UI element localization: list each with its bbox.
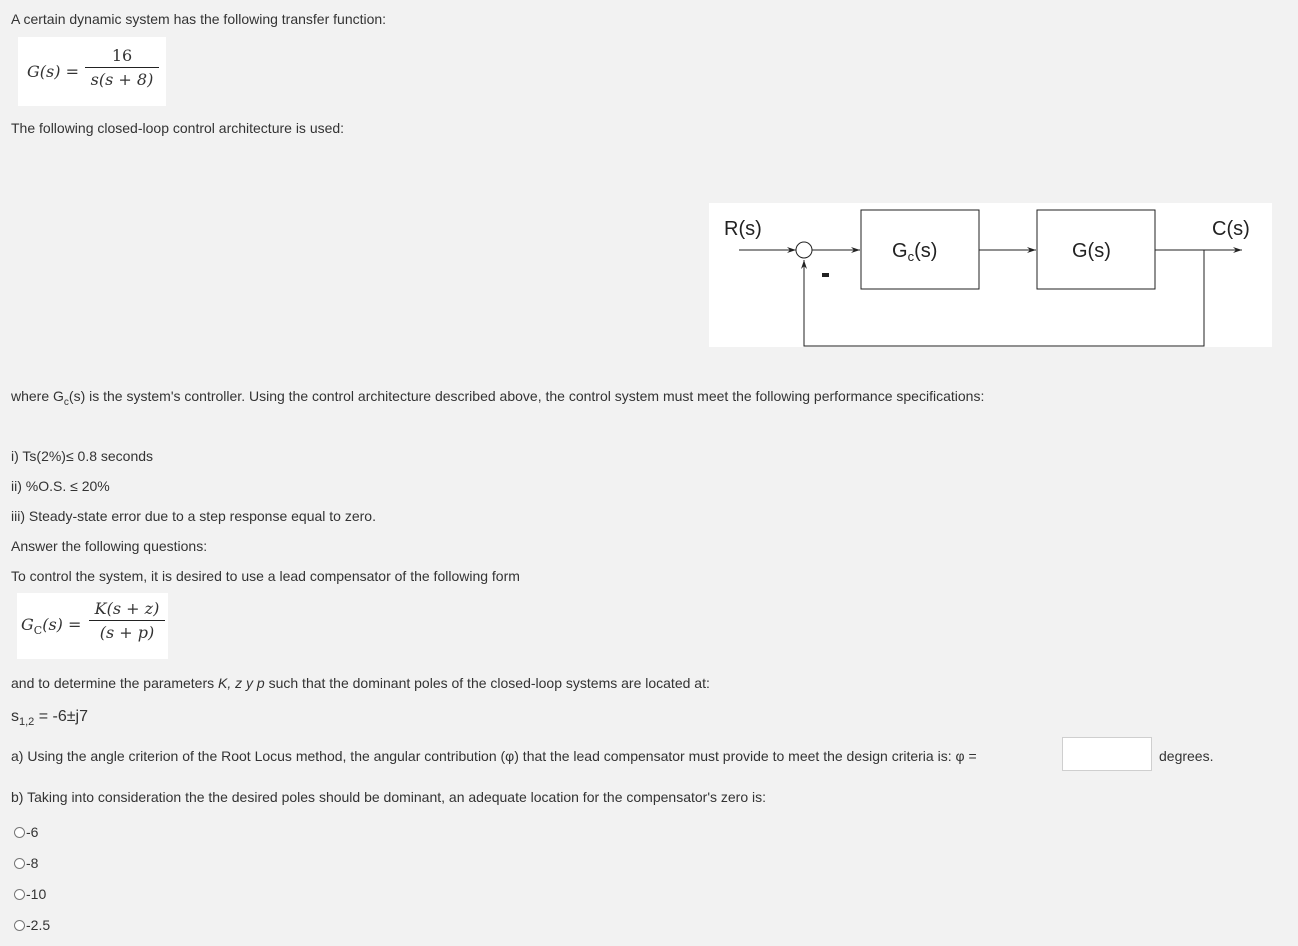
intro-text: A certain dynamic system has the following transfer function: (11, 11, 387, 27)
zero-option-2[interactable] (14, 855, 38, 871)
parameters-text: and to determine the parameters K, z y p such that the dominant poles of the closed-loop systems are located at: (11, 675, 710, 691)
zero-option-4[interactable] (14, 917, 50, 933)
plant-tf-numerator: 16 (111, 46, 133, 65)
option-label: -8 (26, 855, 39, 871)
spec-overshoot: ii) %O.S. ≤ 20% (11, 478, 110, 494)
block-diagram (709, 203, 1272, 347)
option-label: -2.5 (26, 917, 51, 933)
angle-answer-input[interactable] (1062, 737, 1152, 771)
question-a-text: a) Using the angle criterion of the Root Locus method, the angular contribution (φ) that the lead compensator must provide to meet the design criteria is: φ = (11, 748, 977, 764)
zero-option-3[interactable] (14, 886, 46, 902)
plant-tf-denominator: s(s + 8) (90, 70, 154, 89)
plant-tf-fraction (85, 46, 159, 89)
spec-settling-time: i) Ts(2%)≤ 0.8 seconds (11, 448, 154, 464)
spec-steady-state-error: iii) Steady-state error due to a step response equal to zero. (11, 508, 376, 524)
plant-tf-lhs: G(s) = (27, 62, 79, 81)
output-label: C(s) (1212, 218, 1250, 240)
zero-option-1[interactable] (14, 824, 38, 840)
question-a-units: degrees. (1159, 748, 1214, 764)
question-b-text: b) Taking into consideration the the desired poles should be dominant, an adequate location for the compensator's zero is: (11, 789, 767, 805)
radio-button[interactable] (14, 889, 25, 900)
plant-block-label: G(s) (1072, 240, 1111, 262)
feedback-minus-sign (822, 273, 829, 277)
controller-description: where $G_c(s)$ is the system's controller. Using the control architecture described above, the control system must meet the following performance specifications: (11, 388, 985, 408)
radio-button[interactable] (14, 920, 25, 931)
answer-prompt: Answer the following questions: (11, 538, 208, 554)
compensator-tf-denominator: (s + p) (99, 623, 155, 642)
compensator-tf-fraction (89, 599, 165, 642)
option-label: -6 (26, 824, 39, 840)
controller-block-label: $G_c(s)$ (892, 240, 938, 264)
compensator-tf-numerator: K(s + z) (94, 599, 160, 618)
radio-button[interactable] (14, 827, 25, 838)
compensator-transfer-function (17, 593, 168, 659)
architecture-text: The following closed-loop control architecture is used: (11, 120, 345, 136)
dominant-poles: $s_{1,2} = -6\pm j7$ (11, 708, 88, 729)
lead-compensator-text: To control the system, it is desired to use a lead compensator of the following form (11, 568, 520, 584)
compensator-tf-lhs: $G_C(s)$ = (21, 615, 82, 638)
summing-junction (796, 242, 812, 258)
block-diagram-svg (709, 203, 1272, 347)
input-label: R(s) (724, 218, 762, 240)
plant-transfer-function (18, 37, 166, 106)
option-label: -10 (26, 886, 47, 902)
radio-button[interactable] (14, 858, 25, 869)
